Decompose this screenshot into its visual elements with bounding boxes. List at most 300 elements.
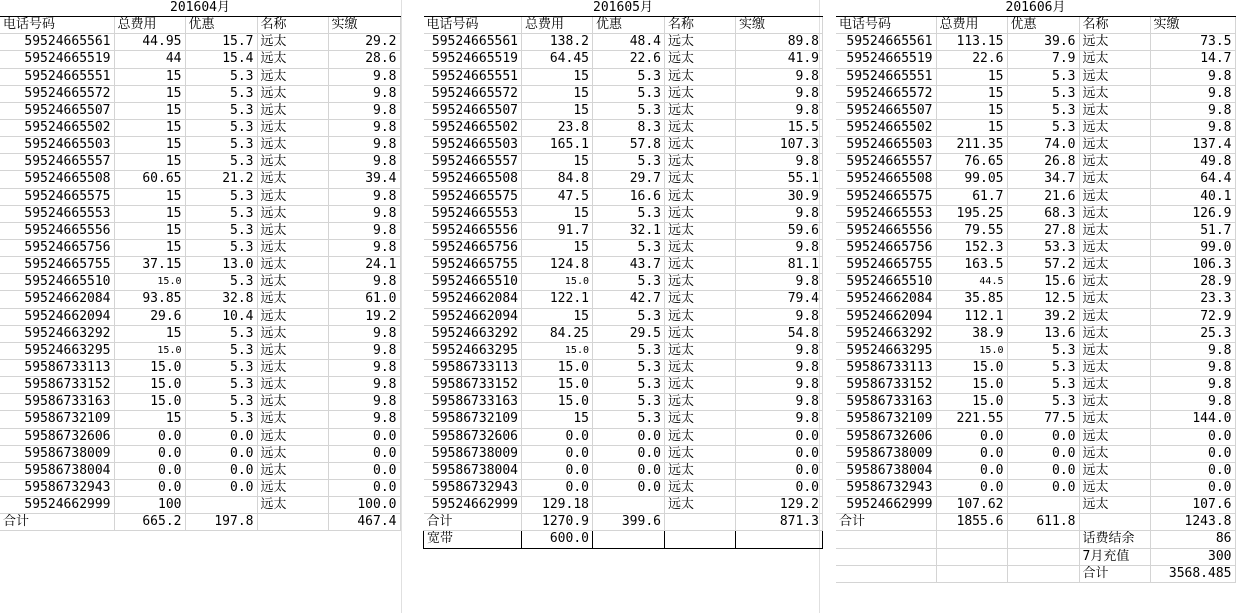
table-cell[interactable]: 远太 [1079,154,1150,171]
table-cell[interactable] [1007,497,1079,514]
table-cell[interactable]: 55.1 [736,171,823,188]
table-cell[interactable]: 59586733163 [0,394,114,411]
empty-cell[interactable] [593,531,665,548]
table-cell[interactable]: 9.8 [736,239,823,256]
table-cell[interactable]: 远太 [257,102,328,119]
table-cell[interactable]: 远太 [665,85,736,102]
table-cell[interactable]: 27.8 [1007,222,1079,239]
empty-cell[interactable] [736,531,823,548]
column-header[interactable]: 总费用 [936,17,1007,34]
table-cell[interactable]: 9.8 [328,154,400,171]
table-cell[interactable]: 5.3 [593,239,665,256]
total-cell[interactable] [257,514,328,531]
table-cell[interactable]: 44 [114,51,185,68]
total-cell[interactable]: 611.8 [1007,514,1079,531]
table-cell[interactable]: 5.3 [593,308,665,325]
table-cell[interactable]: 远太 [665,325,736,342]
table-cell[interactable]: 0.0 [593,479,665,496]
table-cell[interactable]: 15.0 [936,394,1007,411]
table-cell[interactable]: 远太 [665,222,736,239]
table-cell[interactable]: 38.9 [936,325,1007,342]
table-cell[interactable]: 9.8 [736,359,823,376]
table-cell[interactable]: 远太 [257,342,328,359]
table-cell[interactable]: 15 [522,411,593,428]
table-cell[interactable]: 59524662999 [836,497,936,514]
table-cell[interactable]: 59524665503 [836,137,936,154]
table-cell[interactable]: 59586733152 [424,377,522,394]
table-cell[interactable]: 9.8 [328,342,400,359]
table-cell[interactable]: 15.0 [522,342,593,359]
table-cell[interactable]: 59586733163 [836,394,936,411]
table-cell[interactable]: 0.0 [328,445,400,462]
table-cell[interactable]: 8.3 [593,119,665,136]
table-cell[interactable]: 9.8 [328,239,400,256]
table-cell[interactable]: 81.1 [736,257,823,274]
table-cell[interactable]: 远太 [665,257,736,274]
table-cell[interactable]: 0.0 [185,428,257,445]
table-cell[interactable]: 远太 [665,359,736,376]
table-cell[interactable]: 远太 [257,171,328,188]
table-cell[interactable]: 0.0 [522,445,593,462]
table-cell[interactable]: 100 [114,497,185,514]
table-cell[interactable]: 32.8 [185,291,257,308]
table-cell[interactable]: 0.0 [185,479,257,496]
table-cell[interactable]: 5.3 [1007,119,1079,136]
table-cell[interactable]: 0.0 [185,445,257,462]
table-cell[interactable]: 远太 [1079,308,1150,325]
table-cell[interactable]: 59524665556 [0,222,114,239]
table-cell[interactable]: 59524665502 [0,119,114,136]
table-cell[interactable]: 远太 [257,308,328,325]
table-cell[interactable]: 59524662999 [424,497,522,514]
table-cell[interactable]: 远太 [1079,205,1150,222]
table-cell[interactable]: 15 [114,154,185,171]
table-cell[interactable]: 0.0 [1150,428,1235,445]
table-cell[interactable]: 远太 [257,411,328,428]
table-cell[interactable]: 59524662094 [836,308,936,325]
table-cell[interactable]: 9.8 [736,85,823,102]
table-cell[interactable]: 23.3 [1150,291,1235,308]
table-cell[interactable]: 远太 [1079,377,1150,394]
table-cell[interactable]: 0.0 [522,462,593,479]
column-header[interactable]: 名称 [665,17,736,34]
table-cell[interactable]: 59524665519 [0,51,114,68]
table-cell[interactable]: 12.5 [1007,291,1079,308]
table-cell[interactable]: 远太 [665,274,736,291]
table-cell[interactable]: 15 [114,188,185,205]
table-cell[interactable]: 59586732109 [836,411,936,428]
table-cell[interactable]: 59524665553 [424,205,522,222]
table-cell[interactable]: 远太 [665,154,736,171]
table-cell[interactable]: 15 [522,102,593,119]
table-cell[interactable]: 远太 [1079,445,1150,462]
table-cell[interactable]: 0.0 [114,445,185,462]
table-cell[interactable]: 59586733152 [0,377,114,394]
table-cell[interactable]: 0.0 [1007,445,1079,462]
total-cell[interactable]: 665.2 [114,514,185,531]
table-cell[interactable]: 远太 [665,428,736,445]
table-cell[interactable]: 0.0 [593,462,665,479]
table-cell[interactable]: 54.8 [736,325,823,342]
table-cell[interactable]: 59524662094 [0,308,114,325]
table-cell[interactable]: 107.6 [1150,497,1235,514]
table-cell[interactable]: 15 [522,68,593,85]
table-cell[interactable]: 15 [114,68,185,85]
column-header[interactable]: 电话号码 [0,17,114,34]
table-cell[interactable]: 远太 [1079,85,1150,102]
table-cell[interactable]: 0.0 [936,479,1007,496]
table-cell[interactable]: 59524662084 [424,291,522,308]
table-cell[interactable]: 远太 [1079,68,1150,85]
table-cell[interactable]: 远太 [257,137,328,154]
table-cell[interactable]: 5.3 [593,411,665,428]
table-cell[interactable]: 59524665519 [424,51,522,68]
table-cell[interactable]: 5.3 [185,68,257,85]
table-cell[interactable]: 57.8 [593,137,665,154]
table-cell[interactable]: 59586733152 [836,377,936,394]
table-cell[interactable]: 0.0 [114,428,185,445]
table-cell[interactable]: 0.0 [593,428,665,445]
table-cell[interactable]: 29.2 [328,34,400,51]
table-cell[interactable]: 15.0 [936,359,1007,376]
table-cell[interactable]: 59586738004 [836,462,936,479]
table-cell[interactable]: 远太 [257,239,328,256]
table-cell[interactable]: 远太 [257,274,328,291]
table-cell[interactable]: 72.9 [1150,308,1235,325]
table-cell[interactable]: 59524665756 [0,239,114,256]
table-cell[interactable]: 15.0 [114,394,185,411]
table-cell[interactable]: 113.15 [936,34,1007,51]
table-cell[interactable]: 59524665553 [836,205,936,222]
table-cell[interactable]: 远太 [1079,359,1150,376]
table-cell[interactable]: 远太 [257,497,328,514]
table-cell[interactable]: 59586733113 [0,359,114,376]
total-cell[interactable]: 871.3 [736,514,823,531]
table-cell[interactable]: 0.0 [114,462,185,479]
table-cell[interactable]: 9.8 [1150,85,1235,102]
table-cell[interactable]: 远太 [1079,257,1150,274]
table-cell[interactable]: 9.8 [1150,102,1235,119]
table-cell[interactable]: 远太 [665,497,736,514]
table-cell[interactable]: 9.8 [1150,394,1235,411]
table-cell[interactable]: 10.4 [185,308,257,325]
table-cell[interactable]: 15.0 [114,342,185,359]
table-cell[interactable]: 19.2 [328,308,400,325]
table-cell[interactable]: 远太 [1079,171,1150,188]
table-cell[interactable]: 远太 [665,205,736,222]
table-cell[interactable]: 9.8 [328,222,400,239]
table-cell[interactable]: 59524665575 [836,188,936,205]
table-cell[interactable]: 15 [522,308,593,325]
table-cell[interactable]: 0.0 [736,479,823,496]
table-cell[interactable]: 5.3 [593,85,665,102]
table-cell[interactable]: 9.8 [736,411,823,428]
table-cell[interactable]: 34.7 [1007,171,1079,188]
table-cell[interactable]: 59586732606 [836,428,936,445]
summary-label[interactable]: 7月充值 [1079,548,1150,565]
table-cell[interactable]: 59524665561 [0,34,114,51]
table-cell[interactable]: 远太 [1079,394,1150,411]
table-cell[interactable]: 远太 [665,51,736,68]
table-cell[interactable]: 25.3 [1150,325,1235,342]
table-cell[interactable]: 59586738004 [0,462,114,479]
table-cell[interactable]: 5.3 [185,377,257,394]
table-cell[interactable]: 51.7 [1150,222,1235,239]
table-cell[interactable]: 129.2 [736,497,823,514]
table-cell[interactable]: 15 [114,222,185,239]
table-cell[interactable]: 0.0 [736,428,823,445]
empty-cell[interactable] [936,565,1007,582]
table-cell[interactable]: 107.62 [936,497,1007,514]
empty-cell[interactable] [1007,531,1079,548]
table-cell[interactable]: 远太 [665,394,736,411]
table-cell[interactable]: 15 [936,102,1007,119]
table-cell[interactable]: 15 [114,137,185,154]
table-cell[interactable]: 5.3 [1007,377,1079,394]
table-cell[interactable]: 15.0 [522,377,593,394]
table-cell[interactable]: 59524665551 [836,68,936,85]
table-cell[interactable]: 112.1 [936,308,1007,325]
table-cell[interactable]: 29.6 [114,308,185,325]
table-cell[interactable]: 15 [936,68,1007,85]
table-cell[interactable]: 0.0 [936,462,1007,479]
table-cell[interactable]: 5.3 [1007,85,1079,102]
table-cell[interactable]: 15.0 [114,359,185,376]
table-cell[interactable]: 122.1 [522,291,593,308]
table-cell[interactable]: 9.8 [1150,119,1235,136]
table-cell[interactable]: 59524665755 [424,257,522,274]
table-cell[interactable]: 24.1 [328,257,400,274]
table-cell[interactable]: 107.3 [736,137,823,154]
summary-value[interactable]: 300 [1150,548,1235,565]
table-cell[interactable]: 远太 [1079,274,1150,291]
table-cell[interactable]: 42.7 [593,291,665,308]
table-cell[interactable]: 59586738009 [0,445,114,462]
table-cell[interactable]: 15 [114,102,185,119]
table-cell[interactable]: 15.4 [185,51,257,68]
table-cell[interactable]: 5.3 [185,119,257,136]
table-cell[interactable]: 126.9 [1150,205,1235,222]
table-cell[interactable]: 9.8 [1150,68,1235,85]
column-header[interactable]: 实缴 [736,17,823,34]
table-cell[interactable]: 0.0 [736,445,823,462]
table-cell[interactable]: 44.95 [114,34,185,51]
table-cell[interactable]: 165.1 [522,137,593,154]
table-cell[interactable]: 64.45 [522,51,593,68]
table-cell[interactable]: 0.0 [1007,479,1079,496]
table-cell[interactable]: 77.5 [1007,411,1079,428]
table-cell[interactable]: 0.0 [1150,445,1235,462]
table-cell[interactable]: 152.3 [936,239,1007,256]
table-cell[interactable]: 15.7 [185,34,257,51]
table-cell[interactable]: 0.0 [522,428,593,445]
table-cell[interactable]: 0.0 [328,428,400,445]
table-cell[interactable]: 5.3 [185,85,257,102]
table-cell[interactable]: 5.3 [185,359,257,376]
table-cell[interactable]: 远太 [257,257,328,274]
table-cell[interactable]: 47.5 [522,188,593,205]
table-cell[interactable]: 远太 [257,479,328,496]
empty-cell[interactable] [836,548,936,565]
summary-label[interactable]: 合计 [1079,565,1150,582]
table-cell[interactable]: 59524665502 [836,119,936,136]
table-cell[interactable]: 远太 [1079,222,1150,239]
total-label[interactable]: 合计 [424,514,522,531]
table-cell[interactable]: 5.3 [1007,68,1079,85]
table-cell[interactable]: 13.0 [185,257,257,274]
table-cell[interactable]: 5.3 [1007,102,1079,119]
table-cell[interactable]: 32.1 [593,222,665,239]
table-cell[interactable]: 15.0 [936,377,1007,394]
table-cell[interactable]: 0.0 [1150,479,1235,496]
total-cell[interactable]: 1270.9 [522,514,593,531]
table-cell[interactable]: 28.9 [1150,274,1235,291]
table-cell[interactable]: 59524665507 [0,102,114,119]
empty-cell[interactable] [836,565,936,582]
table-cell[interactable]: 远太 [1079,291,1150,308]
table-cell[interactable]: 39.4 [328,171,400,188]
table-cell[interactable]: 远太 [1079,188,1150,205]
table-cell[interactable]: 48.4 [593,34,665,51]
table-cell[interactable]: 远太 [1079,411,1150,428]
broadband-label[interactable]: 宽带 [424,531,522,548]
broadband-value[interactable]: 600.0 [522,531,593,548]
table-cell[interactable]: 0.0 [936,428,1007,445]
table-cell[interactable]: 22.6 [593,51,665,68]
table-cell[interactable]: 15 [522,205,593,222]
table-cell[interactable]: 0.0 [1150,462,1235,479]
table-cell[interactable]: 9.8 [736,342,823,359]
table-cell[interactable]: 59586732109 [0,411,114,428]
empty-cell[interactable] [936,531,1007,548]
table-cell[interactable]: 远太 [665,291,736,308]
table-cell[interactable]: 远太 [1079,342,1150,359]
column-header[interactable]: 电话号码 [836,17,936,34]
table-cell[interactable]: 59586738009 [836,445,936,462]
table-cell[interactable]: 99.0 [1150,239,1235,256]
table-cell[interactable]: 远太 [1079,102,1150,119]
table-cell[interactable]: 9.8 [736,102,823,119]
table-cell[interactable]: 53.3 [1007,239,1079,256]
table-cell[interactable]: 59524665519 [836,51,936,68]
table-cell[interactable]: 15.0 [522,359,593,376]
table-cell[interactable]: 41.9 [736,51,823,68]
month-title[interactable]: 201606月 [836,0,1235,17]
table-cell[interactable]: 5.3 [185,102,257,119]
column-header[interactable]: 优惠 [1007,17,1079,34]
table-cell[interactable]: 99.05 [936,171,1007,188]
table-cell[interactable]: 73.5 [1150,34,1235,51]
table-cell[interactable]: 9.8 [328,377,400,394]
table-cell[interactable]: 59586732943 [836,479,936,496]
table-cell[interactable]: 35.85 [936,291,1007,308]
table-cell[interactable]: 14.7 [1150,51,1235,68]
column-header[interactable]: 名称 [257,17,328,34]
table-cell[interactable]: 61.0 [328,291,400,308]
table-cell[interactable]: 74.0 [1007,137,1079,154]
table-cell[interactable]: 43.7 [593,257,665,274]
table-cell[interactable]: 远太 [257,34,328,51]
table-cell[interactable]: 138.2 [522,34,593,51]
table-cell[interactable]: 59524663292 [836,325,936,342]
table-cell[interactable]: 59524665756 [424,239,522,256]
table-cell[interactable]: 5.3 [185,411,257,428]
table-cell[interactable]: 9.8 [328,205,400,222]
column-header[interactable]: 实缴 [328,17,400,34]
table-cell[interactable]: 0.0 [1007,462,1079,479]
table-cell[interactable]: 124.8 [522,257,593,274]
empty-cell[interactable] [936,548,1007,565]
table-cell[interactable]: 59.6 [736,222,823,239]
table-cell[interactable]: 5.3 [1007,359,1079,376]
table-cell[interactable]: 59586732109 [424,411,522,428]
table-cell[interactable]: 远太 [257,154,328,171]
table-cell[interactable]: 59524665551 [424,68,522,85]
table-cell[interactable]: 59524665557 [836,154,936,171]
table-cell[interactable]: 89.8 [736,34,823,51]
table-cell[interactable]: 15 [114,325,185,342]
table-cell[interactable]: 29.5 [593,325,665,342]
table-cell[interactable]: 39.2 [1007,308,1079,325]
table-cell[interactable]: 59586738009 [424,445,522,462]
table-cell[interactable]: 59524662094 [424,308,522,325]
table-cell[interactable]: 59524665510 [424,274,522,291]
total-cell[interactable]: 1243.8 [1150,514,1235,531]
table-cell[interactable]: 57.2 [1007,257,1079,274]
table-cell[interactable]: 5.3 [185,325,257,342]
table-cell[interactable]: 59524665561 [424,34,522,51]
table-cell[interactable]: 远太 [1079,119,1150,136]
table-cell[interactable]: 远太 [665,34,736,51]
table-cell[interactable]: 5.3 [593,394,665,411]
table-cell[interactable]: 远太 [257,394,328,411]
table-cell[interactable]: 5.3 [185,274,257,291]
table-cell[interactable]: 5.3 [593,342,665,359]
empty-cell[interactable] [836,531,936,548]
table-cell[interactable]: 远太 [257,119,328,136]
total-cell[interactable] [1079,514,1150,531]
table-cell[interactable]: 28.6 [328,51,400,68]
table-cell[interactable]: 15 [936,85,1007,102]
table-cell[interactable]: 93.85 [114,291,185,308]
table-cell[interactable]: 29.7 [593,171,665,188]
table-cell[interactable]: 远太 [665,342,736,359]
table-cell[interactable]: 9.8 [328,68,400,85]
table-cell[interactable]: 59524665557 [424,154,522,171]
table-cell[interactable]: 远太 [665,137,736,154]
table-cell[interactable]: 144.0 [1150,411,1235,428]
table-cell[interactable] [593,497,665,514]
month-title[interactable]: 201605月 [424,0,823,17]
table-cell[interactable]: 9.8 [328,102,400,119]
table-cell[interactable]: 37.15 [114,257,185,274]
table-cell[interactable]: 15 [522,239,593,256]
table-cell[interactable]: 5.3 [1007,394,1079,411]
table-cell[interactable]: 5.3 [185,222,257,239]
table-cell[interactable]: 59524665572 [0,85,114,102]
table-cell[interactable]: 远太 [257,377,328,394]
table-cell[interactable]: 5.3 [593,205,665,222]
table-cell[interactable]: 26.8 [1007,154,1079,171]
table-cell[interactable]: 远太 [665,239,736,256]
table-cell[interactable]: 59524665510 [0,274,114,291]
table-cell[interactable]: 39.6 [1007,34,1079,51]
table-cell[interactable]: 64.4 [1150,171,1235,188]
table-cell[interactable]: 9.8 [736,308,823,325]
total-label[interactable]: 合计 [836,514,936,531]
table-cell[interactable]: 15 [522,154,593,171]
table-cell[interactable]: 0.0 [185,462,257,479]
